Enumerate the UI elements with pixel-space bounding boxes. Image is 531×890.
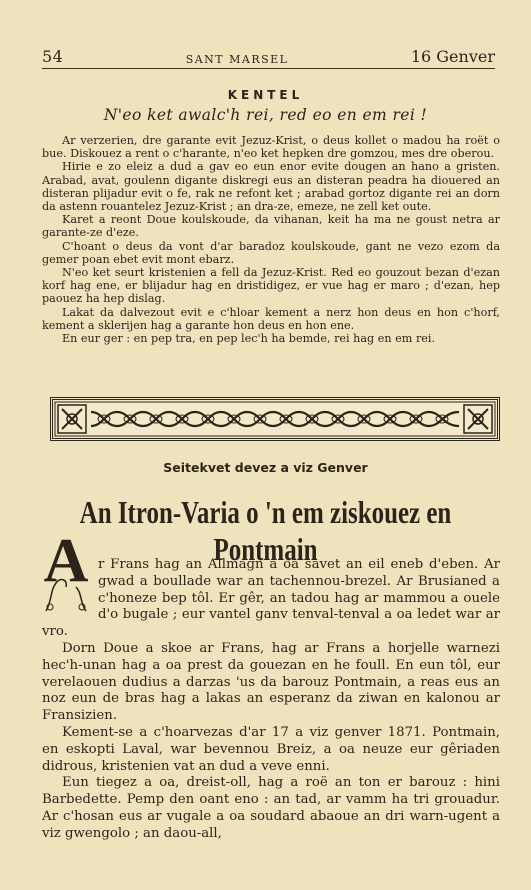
article-title: An Itron-Varia o 'n em ziskouez en Pontmain	[79, 494, 452, 567]
kentel-paragraph: Karet a reont Doue koulskoude, da vihanan, keit ha ma ne goust netra ar garante-ze d'eze.	[42, 213, 500, 240]
kentel-paragraph: Hirie e zo eleiz a dud a gav eo eun enor evite dougen an hano a gristen. Arabad, avat, goulenn digante diskregi eus an disteran peadra ha diouered an disteran plijadur evit o fe, rak ne refont ket ; arabad gortoz digante rei an dorn da astenn rouantelez Jezuz-Krist ; an dra-ze, emeze, ne zell ket oute.	[42, 160, 500, 214]
kentel-paragraph: Ar verzerien, dre garante evit Jezuz-Krist, o deus kollet o madou ha roët o bue. Diskouez a rent o c'harante, n'eo ket hepken dre gomzou, mes dre oberou.	[42, 134, 500, 161]
drop-cap-ornament	[42, 527, 90, 617]
drop-cap-letter: A	[43, 527, 89, 595]
article-paragraph: Eun tiegez a oa, dreist-oll, hag a roë an ton er barouz : hini Barbedette. Pemp den oant eno : an tad, ar vamm ha tri grouadur. Ar c'hosan eus ar vugale a oa soudard abaoue an dri warn-ugent a viz gwengolo ; an daou-all,	[42, 775, 500, 841]
kentel-paragraph: C'hoant o deus da vont d'ar baradoz koulskoude, gant ne vezo ezom da gemer poan ebet evit mont ebarz.	[42, 239, 500, 266]
kentel-motto: N'eo ket awalc'h rei, red eo en em rei !	[103, 106, 428, 124]
running-title: SANT MARSEL	[185, 53, 289, 66]
article-first-paragraph-text: r Frans hag an Allmagn a oa savet an eil eneb d'eben. Ar gwad a boullade war an tachennou-brezel. Ar Brusianed a c'honeze bep tôl. Er gêr, an tadou hag ar mammou a ouele d'o bugale ; eur vantel ganv tenval-tenval a oa ledet war ar vro.	[42, 557, 500, 640]
kentel-heading: KENTEL	[227, 88, 304, 102]
running-date: 16 Genver	[410, 47, 495, 66]
article-paragraph: Kement-se a c'hoarvezas d'ar 17 a viz genver 1871. Pontmain, en eskopti Laval, war bevennou Breiz, a oa neuze eur gêriaden didrous, kristenien vat an dud a veve enni.	[42, 724, 500, 774]
kentel-body	[42, 134, 500, 345]
kentel-paragraph: Lakat da dalvezout evit e c'hloar kement a nerz hon deus en hon c'horf, kement a sklerijen hag a garante hon deus en hon ene.	[42, 305, 500, 332]
running-header	[42, 44, 495, 69]
page-number: 54	[42, 47, 64, 66]
celtic-knot-border-ornament	[50, 397, 500, 441]
article-subtitle: Seitekvet devez a viz Genver	[163, 460, 368, 475]
article-paragraph: Dorn Doue a skoe ar Frans, hag ar Frans a horjelle warnezi hec'h-unan hag a oa prest da gouezan en he foull. En eun tôl, eur verelaouen dudius a darzas 'us da barouz Pontmain, a reas eus an noz eun de bras hag a lakas an esperanz da ziwan en kalonou ar Fransizien.	[42, 640, 500, 724]
kentel-paragraph: En eur ger : en pep tra, en pep lec'h ha bemde, rei hag en em rei.	[62, 332, 436, 346]
kentel-paragraph: N'eo ket seurt kristenien a fell da Jezuz-Krist. Red eo gouzout bezan d'ezan korf hag ene, er blijadur hag en dristidigez, er vue hag er maro ; d'ezan, hep paouez ha hep dislag.	[42, 266, 500, 306]
